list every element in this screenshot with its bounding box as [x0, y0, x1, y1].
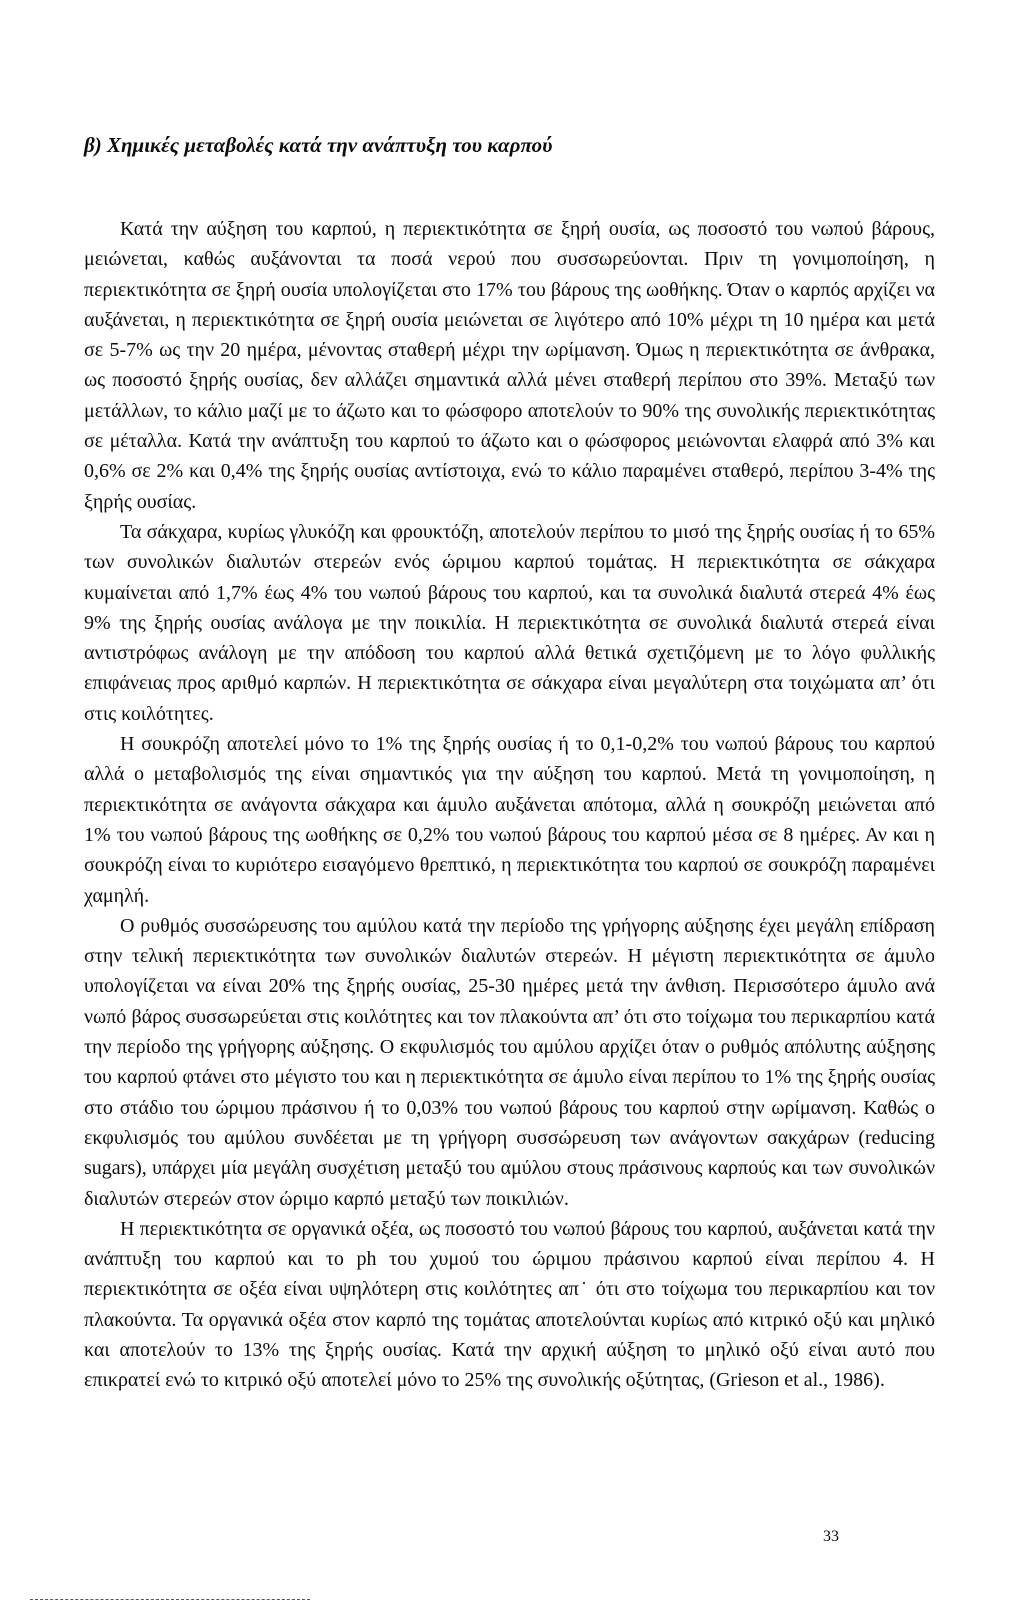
paragraph-sucrose: Η σουκρόζη αποτελεί μόνο το 1% της ξηρής ουσίας ή το 0,1-0,2% του νωπού βάρους του καρπού αλλά ο μεταβολισμός της είναι σημαντικός για την αύξηση του καρπού. Μετά τη γονιμοποίηση, η περιεκτικότητα σε ανάγοντα σάκχαρα και άμυλο αυξάνεται απότομα, αλλά η σουκρόζη μειώνεται από 1% του νωπού βάρους της ωοθήκης σε 0,2% του νωπού βάρους του καρπού μέσα σε 8 ημέρες. Αν και η σουκρόζη είναι το κυριότερο εισαγόμενο θρεπτικό, η περιεκτικότητα του καρπού σε σουκρόζη παραμένει χαμηλή. [84, 733, 935, 907]
paragraph-starch: Ο ρυθμός συσσώρευσης του αμύλου κατά την περίοδο της γρήγορης αύξησης έχει μεγάλη επίδραση στην τελική περιεκτικότητα των συνολικών διαλυτών στερεών. Η μέγιστη περιεκτικότητα σε άμυλο υπολογίζεται να είναι 20% της ξηρής ουσίας, 25-30 ημέρες μετά την άνθιση. Περισσότερο άμυλο ανά νωπό βάρος συσσωρεύεται στις κοιλότητες και τον πλακούντα απ’ ότι στο τοίχωμα του περικαρπίου κατά την περίοδο της γρήγορης αύξησης. Ο εκφυλισμός του αμύλου αρχίζει όταν ο ρυθμός απόλυτης αύξησης του καρπού φτάνει στο μέγιστο του και η περιεκτικότητα σε άμυλο είναι περίπου το 1% της ξηρής ουσίας στο στάδιο του ώριμου πράσινου ή το 0,03% του νωπού βάρους του καρπού στην ωρίμανση. Καθώς ο εκφυλισμός του αμύλου συνδέεται με τη γρήγορη συσσώρευση των ανάγοντων σακχάρων (reducing sugars), υπάρχει μία μεγάλη συσχέτιση μεταξύ του αμύλου στους πράσινους καρπούς και των συνολικών διαλυτών στερεών στον ώριμο καρπό μεταξύ των ποικιλιών. [84, 914, 935, 1210]
footer-rule [30, 1599, 310, 1600]
paragraph-dry-matter: Κατά την αύξηση του καρπού, η περιεκτικότητα σε ξηρή ουσία, ως ποσοστό του νωπού βάρους, μειώνεται, καθώς αυξάνονται τα ποσά νερού που συσσωρεύονται. Πριν τη γονιμοποίηση, η περιεκτικότητα σε ξηρή ουσία υπολογίζεται στο 17% του βάρους της ωοθήκης. Όταν ο καρπός αρχίζει να αυξάνεται, η περιεκτικότητα σε ξηρή ουσία μειώνεται σε λιγότερο από 10% μέχρι τη 10 ημέρα και μετά σε 5-7% ως την 20 ημέρα, μένοντας σταθερή μέχρι την ωρίμανση. Όμως η περιεκτικότητα σε άνθρακα, ως ποσοστό ξηρής ουσίας, δεν αλλάζει σημαντικά αλλά μένει σταθερή περίπου στο 39%. Μεταξύ των μετάλλων, το κάλιο μαζί με το άζωτο και το φώσφορο αποτελούν το 90% της συνολικής περιεκτικότητας σε μέταλλα. Κατά την ανάπτυξη του καρπού το άζωτο και ο φώσφορος μειώνονται ελαφρά από 3% και 0,6% σε 2% και 0,4% της ξηρής ουσίας αντίστοιχα, ενώ το κάλιο παραμένει σταθερό, περίπου 3-4% της ξηρής ουσίας. [84, 218, 935, 513]
paragraph-sugars: Τα σάκχαρα, κυρίως γλυκόζη και φρουκτόζη, αποτελούν περίπου το μισό της ξηρής ουσίας ή το 65% των συνολικών διαλυτών στερεών ενός ώριμου καρπού τομάτας. Η περιεκτικότητα σε σάκχαρα κυμαίνεται από 1,7% έως 4% του νωπού βάρους του καρπού, και τα συνολικά διαλυτά στερεά 4% έως 9% της ξηρής ουσίας ανάλογα με την ποικιλία. Η περιεκτικότητα σε συνολικά διαλυτά στερεά είναι αντιστρόφως ανάλογη με την απόδοση του καρπού αλλά θετικά σχετιζόμενη με το λόγο φυλλικής επιφάνειας προς αριθμό καρπών. Η περιεκτικότητα σε σάκχαρα είναι μεγαλύτερη στα τοιχώματα απ’ ότι στις κοιλότητες. [84, 520, 935, 725]
paragraph-organic-acids: Η περιεκτικότητα σε οργανικά οξέα, ως ποσοστό του νωπού βάρους του καρπού, αυξάνεται κατά την ανάπτυξη του καρπού και το ph του χυμού του ώριμου πράσινου καρπού είναι περίπου 4. Η περιεκτικότητα σε οξέα είναι υψηλότερη στις κοιλότητες απ˙ ότι στο τοίχωμα του περικαρπίου και τον πλακούντα. Τα οργανικά οξέα στον καρπό της τομάτας αποτελούνται κυρίως από κιτρικό οξύ και μηλικό και αποτελούν το 13% της ξηρής ουσίας. Κατά την αρχική αύξηση το μηλικό οξύ είναι αυτό που επικρατεί ενώ το κιτρικό οξύ αποτελεί μόνο το 25% της συνολικής οξύτητας, (Grieson et al., 1986). [84, 1217, 935, 1392]
body-text [84, 214, 935, 1396]
page-number: 33 [823, 1528, 839, 1545]
section-heading: β) Χημικές μεταβολές κατά την ανάπτυξη του καρπού [84, 133, 553, 157]
